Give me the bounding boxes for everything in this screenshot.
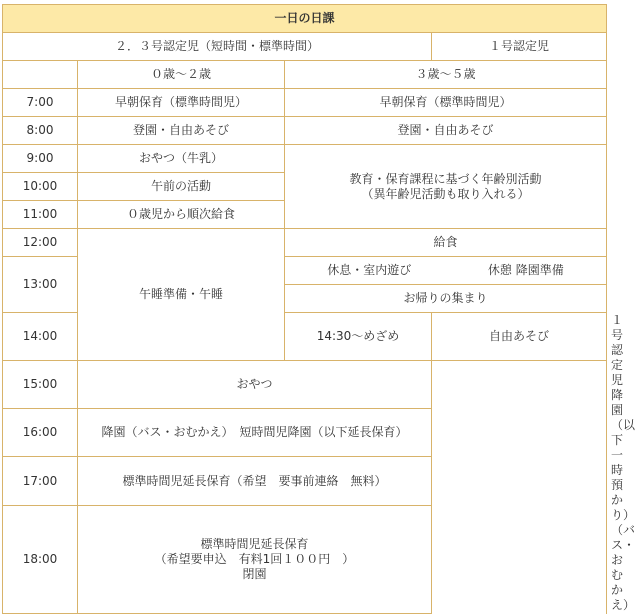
- time-cell: 18:00: [3, 505, 78, 613]
- schedule-row-0900: [3, 145, 607, 173]
- activity-3-5: 登園・自由あそび: [285, 117, 607, 145]
- nap-cell: 午睡準備・午睡: [78, 229, 285, 361]
- schedule-row-1500: [3, 361, 607, 409]
- evening-line-2: （希望要申込 有料1回１００円 ）: [154, 551, 355, 566]
- time-cell: 8:00: [3, 117, 78, 145]
- time-cell: 10:00: [3, 173, 78, 201]
- education-line-1: 教育・保育課程に基づく年齢別活動: [349, 171, 542, 186]
- goodbye-meeting-cell: お帰りの集まり: [285, 285, 607, 313]
- time-cell: 14:00: [3, 313, 78, 361]
- time-cell: 7:00: [3, 89, 78, 117]
- schedule-row-1600: [3, 409, 607, 457]
- schedule-row-1700: [3, 457, 607, 505]
- schedule-row-0800: [3, 117, 607, 145]
- header-empty-cell: [3, 61, 78, 89]
- rest-cell: [285, 257, 607, 285]
- header-age-0-2: ０歳～２歳: [78, 61, 285, 89]
- schedule-row-1800: [3, 505, 607, 613]
- leave-cell: 降園（バス・おむかえ） 短時間児降園（以下延長保育）: [78, 409, 432, 457]
- snack-cell: おやつ: [78, 361, 432, 409]
- activity-0-2: 早朝保育（標準時間児）: [78, 89, 285, 117]
- evening-care-cell: [78, 505, 432, 613]
- title-row: [3, 5, 607, 33]
- time-cell: 9:00: [3, 145, 78, 173]
- time-cell: 13:00: [3, 257, 78, 313]
- evening-line-3: 閉園: [242, 566, 267, 581]
- time-cell: 11:00: [3, 201, 78, 229]
- activity-0-2: 14:30～めざめ: [285, 313, 432, 361]
- time-cell: 12:00: [3, 229, 78, 257]
- education-line-2: （異年齢児活動も取り入れる）: [361, 186, 530, 201]
- activity-0-2: 登園・自由あそび: [78, 117, 285, 145]
- activity-0-2: おやつ（牛乳）: [78, 145, 285, 173]
- page-title: 一日の日課: [3, 5, 607, 33]
- schedule-row-0700: [3, 89, 607, 117]
- evening-line-1: 標準時間児延長保育: [200, 536, 309, 551]
- activity-3-5: 早朝保育（標準時間児）: [285, 89, 607, 117]
- activity-0-2: 午前の活動: [78, 173, 285, 201]
- schedule-row-1200: [3, 229, 607, 257]
- time-cell: 17:00: [3, 457, 78, 505]
- lunch-cell: 給食: [285, 229, 607, 257]
- header-group-2-3: ２．３号認定児（短時間・標準時間）: [3, 33, 432, 61]
- schedule-row-1400: 14:00 14:30～めざめ 自由あそび １号認定児 降園（以下一時預かり） （バス・おむかえ）: [3, 313, 607, 361]
- time-cell: 16:00: [3, 409, 78, 457]
- header-row-ages: [3, 61, 607, 89]
- rest-prepare-leave: 休憩 降園準備: [487, 263, 564, 277]
- activity-3-5: 自由あそび: [432, 313, 607, 361]
- extended-care-cell: 標準時間児延長保育（希望 要事前連絡 無料）: [78, 457, 432, 505]
- header-group-1: １号認定児: [432, 33, 607, 61]
- rest-indoor-play: 休息・室内遊び: [327, 263, 412, 277]
- time-cell: 15:00: [3, 361, 78, 409]
- header-age-3-5: ３歳～５歳: [285, 61, 607, 89]
- header-row-groups: [3, 33, 607, 61]
- activity-0-2: ０歳児から順次給食: [78, 201, 285, 229]
- daily-schedule-table: [2, 4, 635, 614]
- education-activity-cell: [285, 145, 607, 229]
